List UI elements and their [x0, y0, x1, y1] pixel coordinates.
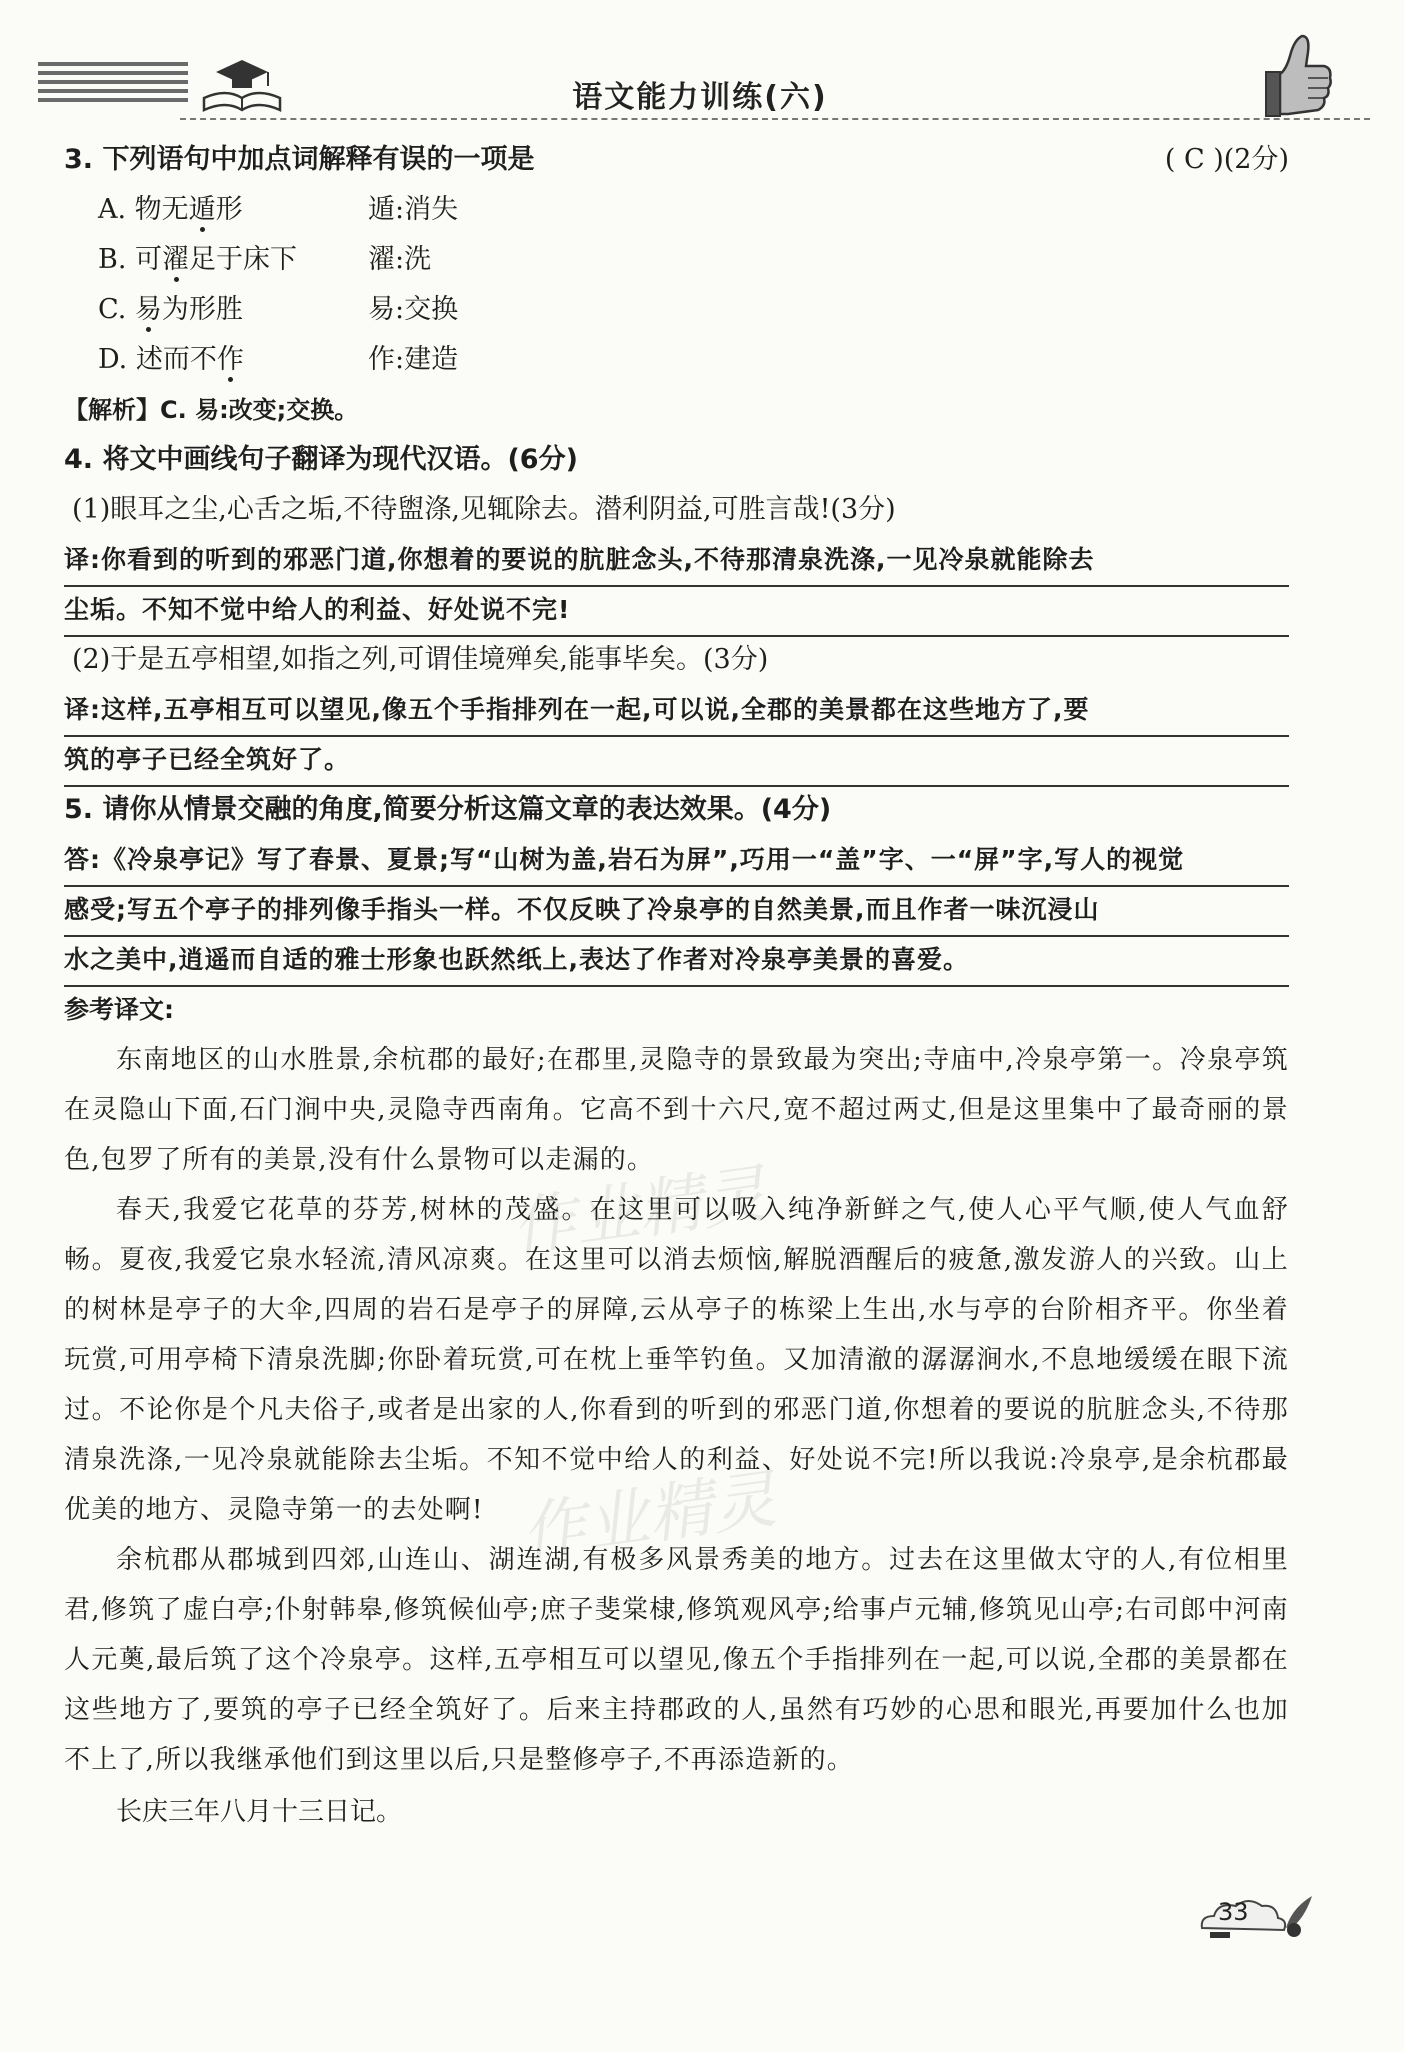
q3-analysis: 【解析】C. 易:改变;交换。 [64, 396, 359, 424]
q4-answer2-line1: 译:这样,五亭相互可以望见,像五个手指排列在一起,可以说,全郡的美景都在这些地方了,要 [64, 685, 1289, 737]
q5-answer-line1: 答:《冷泉亭记》写了春景、夏景;写“山树为盖,岩石为屏”,巧用一“盖”字、一“屏”字,写人的视觉 [64, 835, 1289, 887]
option-text: B. 可 [98, 244, 163, 275]
graduation-cap-book-icon [196, 52, 288, 114]
option-text: 为形胜 [161, 294, 243, 325]
option-text: C. [98, 294, 135, 325]
option-gloss: 遁:消失 [368, 194, 459, 225]
q3-option [64, 235, 1289, 285]
dotted-char: 作 [216, 344, 244, 375]
option-gloss: 作:建造 [368, 344, 459, 375]
q4-answer1-line2: 尘垢。不知不觉中给人的利益、好处说不完! [64, 585, 1289, 637]
page-number: 33 [1218, 1898, 1249, 1926]
q5-answer-line3: 水之美中,逍遥而自适的雅士形象也跃然纸上,表达了作者对冷泉亭美景的喜爱。 [64, 935, 1289, 987]
dotted-char: 濯 [162, 244, 190, 275]
q3-stem: 3. 下列语句中加点词解释有误的一项是 [64, 144, 535, 175]
cloud-leaf-icon [1196, 1888, 1316, 1940]
q4-stem: 4. 将文中画线句子翻译为现代汉语。(6分) [64, 444, 578, 475]
reference-paragraph-1: 东南地区的山水胜景,余杭郡的最好;在郡里,灵隐寺的景致最为突出;寺庙中,冷泉亭第一。冷泉亭筑在灵隐山下面,石门涧中央,灵隐寺西南角。它高不到十六尺,宽不超过两丈,但是这里集中了最奇丽的景色,包罗了所有的美景,没有什么景物可以走漏的。 [64, 1045, 1289, 1175]
q4-sub1: (1)眼耳之尘,心舌之垢,不待盥涤,见辄除去。潜利阴益,可胜言哉!(3分) [72, 494, 896, 525]
q3-option [64, 285, 1289, 335]
option-text: 形 [215, 194, 243, 225]
q3-option [64, 185, 1289, 235]
thumbs-up-icon [1258, 26, 1338, 118]
q4-sub2: (2)于是五亭相望,如指之列,可谓佳境殚矣,能事毕矣。(3分) [72, 644, 769, 675]
reference-paragraph-2: 春天,我爱它花草的芬芳,树林的茂盛。在这里可以吸入纯净新鲜之气,使人心平气顺,使人气血舒畅。夏夜,我爱它泉水轻流,清风凉爽。在这里可以消去烦恼,解脱酒醒后的疲惫,激发游人的兴致。山上的树林是亭子的大伞,四周的岩石是亭子的屏障,云从亭子的栋梁上生出,水与亭的台阶相齐平。你坐着玩赏,可用亭椅下清泉洗脚;你卧着玩赏,可在枕上垂竿钓鱼。又加清澈的潺潺涧水,不息地缓缓在眼下流过。不论你是个凡夫俗子,或者是出家的人,你看到的听到的邪恶门道,你想着的要说的肮脏念头,不待那清泉洗涤,一见冷泉就能除去尘垢。不知不觉中给人的利益、好处说不完!所以我说:冷泉亭,是余杭郡最优美的地方、灵隐寺第一的去处啊! [64, 1195, 1289, 1525]
option-text: D. 述而不 [98, 344, 217, 375]
header-divider [180, 118, 1370, 120]
q5-stem: 5. 请你从情景交融的角度,简要分析这篇文章的表达效果。(4分) [64, 794, 832, 825]
q3-answer-score: ( C )(2分) [1164, 144, 1289, 175]
watermark: 作业精灵 [506, 1157, 771, 1267]
page-header [0, 0, 1404, 128]
q4-answer1-line1: 译:你看到的听到的邪恶门道,你想着的要说的肮脏念头,不待那清泉洗涤,一见冷泉就能除去 [64, 535, 1289, 587]
q3-stem-line [64, 135, 1289, 185]
page-content [64, 135, 1289, 1837]
watermark: 作业精灵 [516, 1462, 781, 1572]
option-gloss: 易:交换 [368, 294, 459, 325]
header-stripes [38, 62, 188, 106]
option-gloss: 濯:洗 [368, 244, 432, 275]
q4-answer2-line2: 筑的亭子已经全筑好了。 [64, 735, 1289, 787]
option-text: 足于床下 [189, 244, 298, 275]
reference-paragraph-3: 余杭郡从郡城到四郊,山连山、湖连湖,有极多风景秀美的地方。过去在这里做太守的人,有位相里君,修筑了虚白亭;仆射韩皋,修筑候仙亭;庶子斐棠棣,修筑观风亭;给事卢元辅,修筑见山亭;右司郎中河南人元薁,最后筑了这个冷泉亭。这样,五亭相互可以望见,像五个手指排列在一起,可以说,全郡的美景都在这些地方了,要筑的亭子已经全筑好了。后来主持郡政的人,虽然有巧妙的心思和眼光,再要加什么也加不上了,所以我继承他们到这里以后,只是整修亭子,不再添造新的。 [64, 1545, 1289, 1775]
option-text: A. 物无 [98, 194, 189, 225]
q3-option [64, 335, 1289, 385]
q5-answer-line2: 感受;写五个亭子的排列像手指头一样。不仅反映了冷泉亭的自然美景,而且作者一味沉浸山 [64, 885, 1289, 937]
page-title: 语文能力训练(六) [572, 80, 828, 115]
dotted-char: 易 [134, 294, 162, 325]
reference-date: 长庆三年八月十三日记。 [116, 1797, 403, 1827]
dotted-char: 遁 [188, 194, 216, 225]
page-number-badge [1196, 1888, 1316, 1940]
reference-title: 参考译文: [64, 995, 174, 1024]
